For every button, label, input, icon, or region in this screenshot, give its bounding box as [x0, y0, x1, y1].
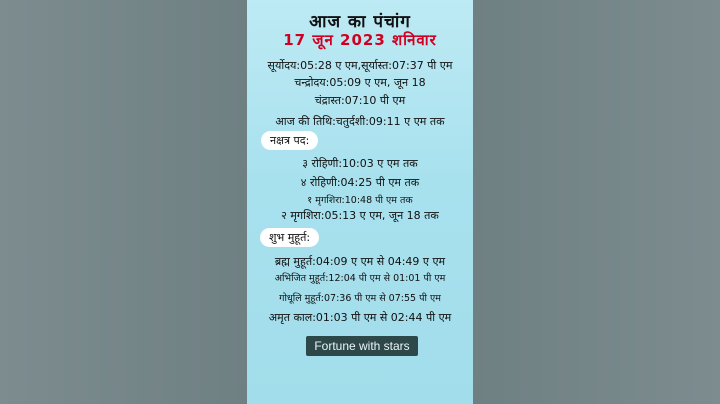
nakshatra-heading: नक्षत्र पद:: [261, 131, 318, 150]
list-item: १ मृगशिरा:10:48 पी एम तक: [307, 195, 413, 206]
moonrise: चन्द्रोदय:05:09 ए एम, जून 18: [294, 76, 426, 89]
list-item: गोधूलि मुहूर्त:07:36 पी एम से 07:55 पी एम: [279, 293, 441, 304]
moonset: चंद्रास्त:07:10 पी एम: [314, 94, 406, 107]
tithi: आज की तिथि:चतुर्दशी:09:11 ए एम तक: [275, 115, 445, 128]
list-item: २ मृगशिरा:05:13 ए एम, जून 18 तक: [281, 209, 439, 222]
sunrise-sunset: सूर्योदय:05:28 ए एम,सूर्यास्त:07:37 पी एम: [267, 59, 453, 72]
muhurat-heading: शुभ मुहूर्त:: [260, 228, 319, 247]
channel-watermark: Fortune with stars: [306, 336, 418, 356]
date-heading: 17 जून 2023 शनिवार: [283, 31, 437, 49]
list-item: अभिजित मुहूर्त:12:04 पी एम से 01:01 पी एम: [274, 273, 446, 284]
page-title: आज का पंचांग: [309, 12, 411, 32]
list-item: ४ रोहिणी:04:25 पी एम तक: [300, 176, 420, 189]
list-item: ३ रोहिणी:10:03 ए एम तक: [302, 157, 418, 170]
list-item: अमृत काल:01:03 पी एम से 02:44 पी एम: [268, 311, 452, 324]
list-item: ब्रह्म मुहूर्त:04:09 ए एम से 04:49 ए एम: [274, 255, 446, 268]
